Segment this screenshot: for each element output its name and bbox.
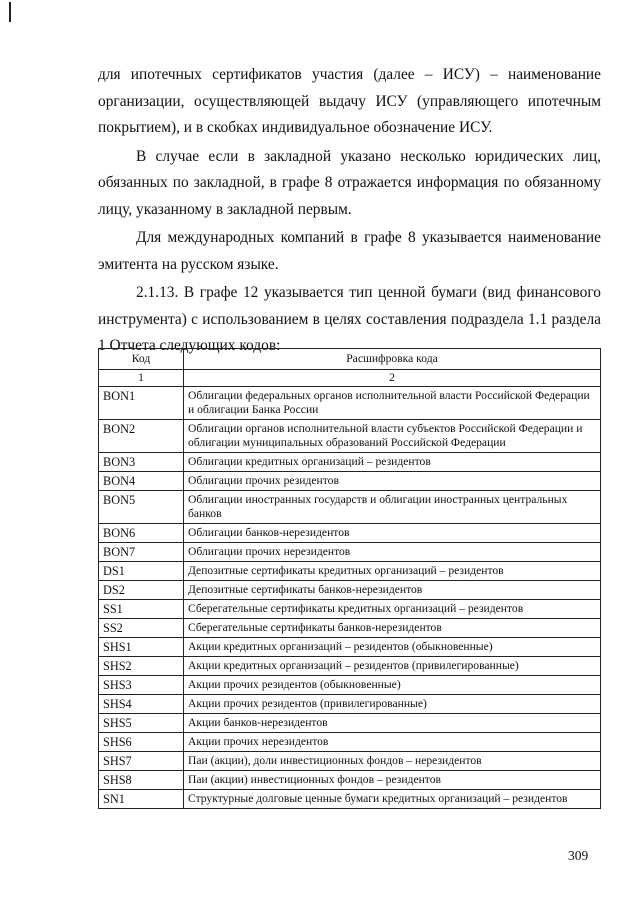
paragraph: В случае если в закладной указано несколько юридических лиц, обязанных по закладной, в графе 8 отражается информация по обязанному лицу, указанному в закладной первым. [98,147,601,218]
description-cell: Сберегательные сертификаты банков-нерезидентов [184,619,601,638]
code-cell: BON3 [99,453,184,472]
table-row [99,619,601,638]
codes-table [98,348,601,809]
code-cell: SHS7 [99,752,184,771]
page-number: 309 [568,848,589,863]
code-cell: SHS3 [99,676,184,695]
paragraph: для ипотечных сертификатов участия (далее – ИСУ) – наименование организации, осуществляющей выдачу ИСУ (управляющего ипотечным покрытием), и в скобках индивидуальное обозначение ИСУ. [98,66,601,136]
description-cell: Паи (акции) инвестиционных фондов – резидентов [184,771,601,790]
body-text [98,62,601,360]
code-cell: SN1 [99,790,184,809]
column-number: 1 [99,370,184,387]
code-cell: SHS1 [99,638,184,657]
table-row [99,600,601,619]
table-row [99,420,601,453]
table-row [99,581,601,600]
code-cell: BON6 [99,524,184,543]
code-cell: SHS6 [99,733,184,752]
column-header-code: Код [99,349,184,370]
table-row [99,714,601,733]
code-cell: SHS2 [99,657,184,676]
description-cell: Паи (акции), доли инвестиционных фондов – нерезидентов [184,752,601,771]
description-cell: Акции кредитных организаций – резидентов (привилегированные) [184,657,601,676]
description-cell: Депозитные сертификаты банков-нерезидентов [184,581,601,600]
column-header-description: Расшифровка кода [184,349,601,370]
margin-mark [9,2,11,22]
table-row [99,524,601,543]
table-row [99,387,601,420]
code-cell: SS1 [99,600,184,619]
code-cell: SS2 [99,619,184,638]
description-cell: Акции прочих нерезидентов [184,733,601,752]
description-cell: Облигации федеральных органов исполнительной власти Российской Федерации и облигации Банка России [184,387,601,420]
table-row [99,695,601,714]
code-cell: SHS4 [99,695,184,714]
description-cell: Облигации прочих резидентов [184,472,601,491]
table-row [99,472,601,491]
table-row [99,676,601,695]
description-cell: Облигации иностранных государств и облигации иностранных центральных банков [184,491,601,524]
description-cell: Сберегательные сертификаты кредитных организаций – резидентов [184,600,601,619]
code-cell: SHS8 [99,771,184,790]
description-cell: Структурные долговые ценные бумаги кредитных организаций – резидентов [184,790,601,809]
column-number-row [99,370,601,387]
description-cell: Акции кредитных организаций – резидентов (обыкновенные) [184,638,601,657]
description-cell: Акции банков-нерезидентов [184,714,601,733]
table-row [99,771,601,790]
paragraph: Для международных компаний в графе 8 указывается наименование эмитента на русском языке. [98,229,601,273]
table-row [99,453,601,472]
table-row [99,733,601,752]
table-row [99,638,601,657]
code-cell: DS2 [99,581,184,600]
code-cell: BON1 [99,387,184,420]
table-row [99,562,601,581]
paragraph: 2.1.13. В графе 12 указывается тип ценной бумаги (вид финансового инструмента) с использованием в целях составления подраздела 1.1 раздела 1 Отчета следующих кодов: [98,284,601,354]
table-row [99,491,601,524]
code-cell: BON5 [99,491,184,524]
description-cell: Акции прочих резидентов (привилегированные) [184,695,601,714]
table-row [99,657,601,676]
table-row [99,790,601,809]
table-header-row [99,349,601,370]
column-number: 2 [184,370,601,387]
description-cell: Облигации органов исполнительной власти субъектов Российской Федерации и облигации муниципальных образований Российской Федерации [184,420,601,453]
description-cell: Облигации кредитных организаций – резидентов [184,453,601,472]
code-cell: BON7 [99,543,184,562]
description-cell: Облигации прочих нерезидентов [184,543,601,562]
table-row [99,752,601,771]
code-cell: BON4 [99,472,184,491]
code-cell: DS1 [99,562,184,581]
code-cell: BON2 [99,420,184,453]
description-cell: Акции прочих резидентов (обыкновенные) [184,676,601,695]
description-cell: Депозитные сертификаты кредитных организаций – резидентов [184,562,601,581]
table-row [99,543,601,562]
code-cell: SHS5 [99,714,184,733]
description-cell: Облигации банков-нерезидентов [184,524,601,543]
